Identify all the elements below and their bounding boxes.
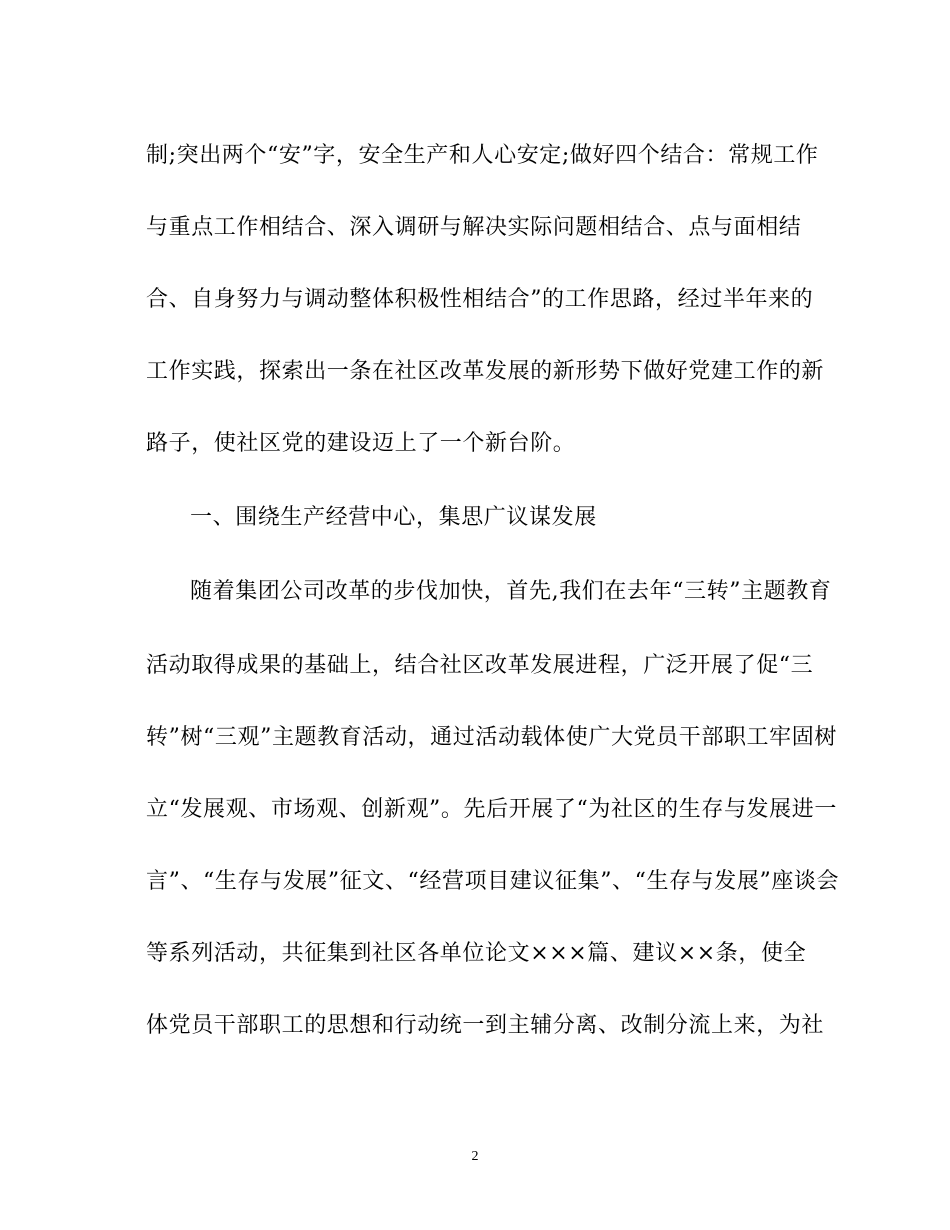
paragraph-line: 立“发展观、市场观、创新观”。先后开展了“为社区的生存与发展进一 xyxy=(146,797,837,822)
paragraph-line: 工作实践，探索出一条在社区改革发展的新形势下做好党建工作的新 xyxy=(146,359,825,384)
paragraph-line: 言”、“生存与发展”征文、“经营项目建议征集”、“生存与发展”座谈会 xyxy=(146,869,840,894)
paragraph-line: 随着集团公司改革的步伐加快，首先,我们在去年“三转”主题教育 xyxy=(190,579,832,604)
paragraph-line: 体党员干部职工的思想和行动统一到主辅分离、改制分流上来，为社 xyxy=(146,1013,825,1038)
paragraph-line: 路子，使社区党的建设迈上了一个新台阶。 xyxy=(146,431,576,456)
paragraph-line: 合、自身努力与调动整体积极性相结合”的工作思路，经过半年来的 xyxy=(146,287,814,312)
paragraph-line: 活动取得成果的基础上，结合社区改革发展进程，广泛开展了促“三 xyxy=(146,653,814,678)
page-number: 2 xyxy=(471,1149,479,1164)
paragraph-line: 制;突出两个“安”字，安全生产和人心安定;做好四个结合：常规工作 xyxy=(146,143,819,168)
section-heading: 一、围绕生产经营中心，集思广议谋发展 xyxy=(190,505,597,530)
paragraph-line: 与重点工作相结合、深入调研与解决实际问题相结合、点与面相结 xyxy=(146,215,802,240)
paragraph-line: 等系列活动，共征集到社区各单位论文×××篇、建议××条，使全 xyxy=(146,941,807,966)
paragraph-line: 转”树“三观”主题教育活动，通过活动载体使广大党员干部职工牢固树 xyxy=(146,725,837,750)
